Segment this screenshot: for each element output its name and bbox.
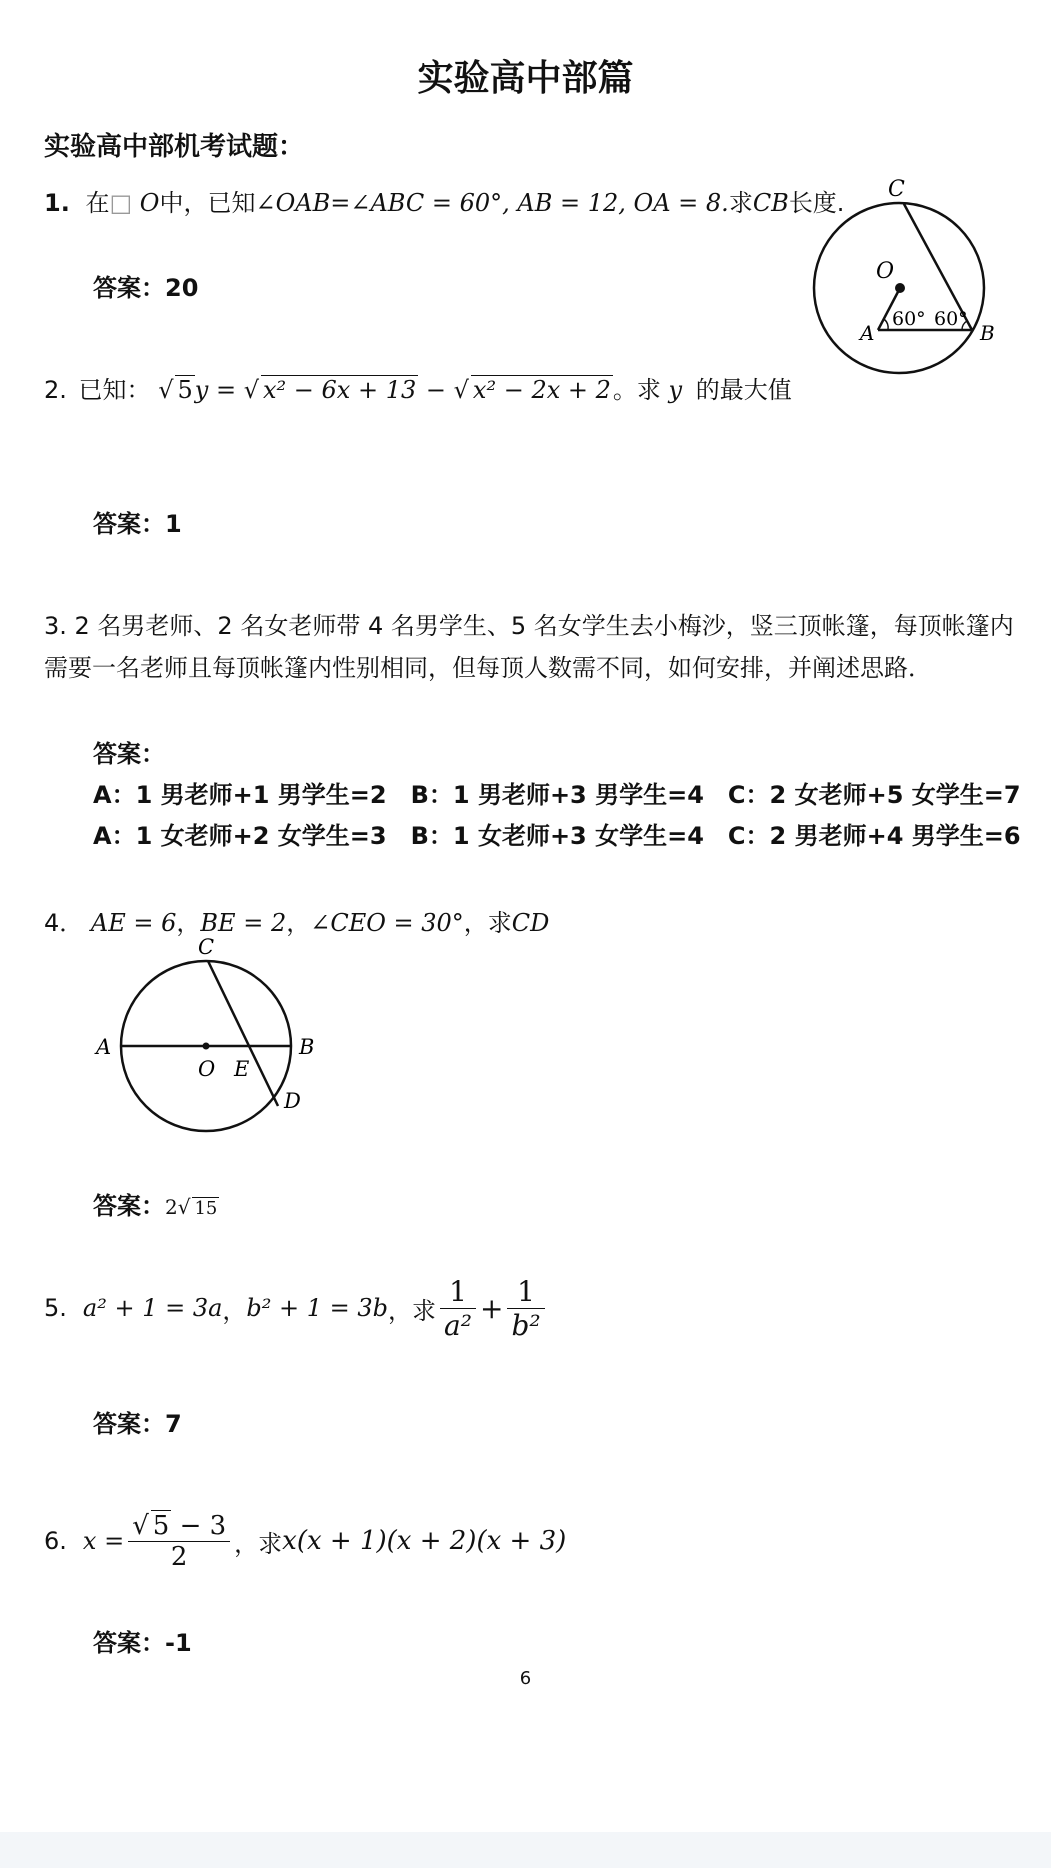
page-title: 实验高中部篇 xyxy=(417,58,634,99)
question-number: 6. xyxy=(44,1527,67,1555)
answer-coefficient: 2 xyxy=(165,1195,178,1219)
center-point xyxy=(895,283,905,293)
question-text: 求 xyxy=(728,189,753,217)
condition-be: BE = 2 xyxy=(200,909,287,937)
question-text: 中，已知 xyxy=(159,189,256,217)
radicand: 5 xyxy=(152,1511,170,1541)
label-e: E xyxy=(234,1057,250,1081)
answer-1: 答案：20 xyxy=(93,274,199,302)
question-text: 已知： xyxy=(78,376,151,404)
question-number: 1. xyxy=(44,189,70,217)
answer-4: 答案：2√ 15 xyxy=(93,1192,218,1220)
answer-label: 答案： xyxy=(93,1192,165,1220)
radical-1: x² − 6x + 13 xyxy=(263,376,417,404)
equation-a: a² + 1 = 3a xyxy=(82,1294,223,1322)
question-text: 。求 xyxy=(612,376,661,404)
figure-q4-circle xyxy=(94,936,324,1136)
condition-angle: ∠CEO = 30° xyxy=(310,909,464,937)
section-heading: 实验高中部机考试题： xyxy=(44,132,305,162)
figure-q1-circle xyxy=(808,172,1008,382)
answer-3-line-2: A：1 女老师+2 女学生=3 B：1 女老师+3 女学生=4 C：2 男老师+4 男学生=6 xyxy=(93,822,1021,850)
target-var: y xyxy=(668,376,683,404)
fraction-2: $\frac{1}{\text{b²}}$ xyxy=(507,1275,544,1342)
equation-b: b² + 1 = 3b xyxy=(246,1294,389,1322)
lhs: x = xyxy=(82,1527,125,1555)
answer-6: 答案：-1 xyxy=(93,1629,192,1657)
label-b: B xyxy=(980,321,995,345)
label-a: A xyxy=(96,1035,112,1059)
circle-name: O xyxy=(139,189,160,217)
angle-label-b: 60° xyxy=(934,308,968,330)
question-5: 5. a² + 1 = 3a ， b² + 1 = 3b ，求 $\frac{1}{\text{a²}}$ + $\frac{1}{\text{b²}}$ xyxy=(44,1268,549,1348)
answer-3-line-1: A：1 男老师+1 男学生=2 B：1 男老师+3 男学生=4 C：2 女老师+5 女学生=7 xyxy=(93,781,1021,809)
center-point xyxy=(203,1043,210,1050)
question-number: 4． xyxy=(44,909,84,937)
radical-5: 5 xyxy=(177,376,193,404)
angle-label-a: 60° xyxy=(892,308,926,330)
question-1 xyxy=(44,183,844,218)
missing-glyph: □ xyxy=(109,189,133,217)
minus-sign: − xyxy=(425,376,446,404)
label-o: O xyxy=(876,259,895,284)
label-a: A xyxy=(860,321,875,345)
question-text: 长度. xyxy=(788,189,845,217)
question-4: 4． AE = 6，BE = 2，∠CEO = 30°，求CD xyxy=(44,909,550,937)
target-segment: CB xyxy=(752,189,789,217)
chord-cd xyxy=(208,961,278,1106)
label-c: C xyxy=(198,936,215,959)
label-b: B xyxy=(299,1035,315,1059)
fraction: $\frac{√ 5 - 3}{2}$ xyxy=(128,1510,230,1572)
target-expression: x(x + 1)(x + 2)(x + 3) xyxy=(282,1526,567,1556)
condition-ae: AE = 6 xyxy=(90,909,177,937)
plus-sign: + xyxy=(479,1291,504,1325)
label-c: C xyxy=(888,177,905,202)
question-text: 在 xyxy=(85,189,110,217)
radical-2: x² − 2x + 2 xyxy=(472,376,611,404)
fraction-1: $\frac{1}{\text{a²}}$ xyxy=(440,1275,476,1342)
given-conditions: ∠OAB=∠ABC = 60°, AB = 12, OA = 8. xyxy=(255,189,729,217)
question-number: 5. xyxy=(44,1294,67,1322)
label-d: D xyxy=(284,1089,301,1113)
question-6: 6. x = $\frac{√ 5 - 3}{2}$ ，求 x(x + 1)(x + 2)(x + 3) xyxy=(44,1511,567,1572)
question-2: 2. 已知： √ 5y = √ x² − 6x + 13 − √ x² − 2x + 2。求 y 的最大值 xyxy=(44,376,792,404)
question-number: 2. xyxy=(44,376,67,404)
label-o: O xyxy=(198,1057,216,1081)
target-segment: CD xyxy=(511,909,550,937)
bottom-bar xyxy=(0,1832,1051,1868)
angle-arc-a xyxy=(884,319,888,330)
question-3-line-1: 3. 2 名男老师、2 名女老师带 4 名男学生、5 名女学生去小梅沙，竖三顶帐篷，每顶帐篷内 xyxy=(44,612,1014,640)
lhs-var: y = xyxy=(194,376,237,404)
answer-3-label: 答案： xyxy=(93,740,165,768)
page-number: 6 xyxy=(519,1668,532,1689)
answer-radicand: 15 xyxy=(194,1198,218,1219)
answer-5: 答案：7 xyxy=(93,1410,182,1438)
question-3-line-2: 需要一名老师且每顶帐篷内性别相同，但每顶人数需不同，如何安排，并阐述思路． xyxy=(44,654,932,682)
answer-2: 答案：1 xyxy=(93,510,182,538)
question-text: 的最大值 xyxy=(695,376,792,404)
